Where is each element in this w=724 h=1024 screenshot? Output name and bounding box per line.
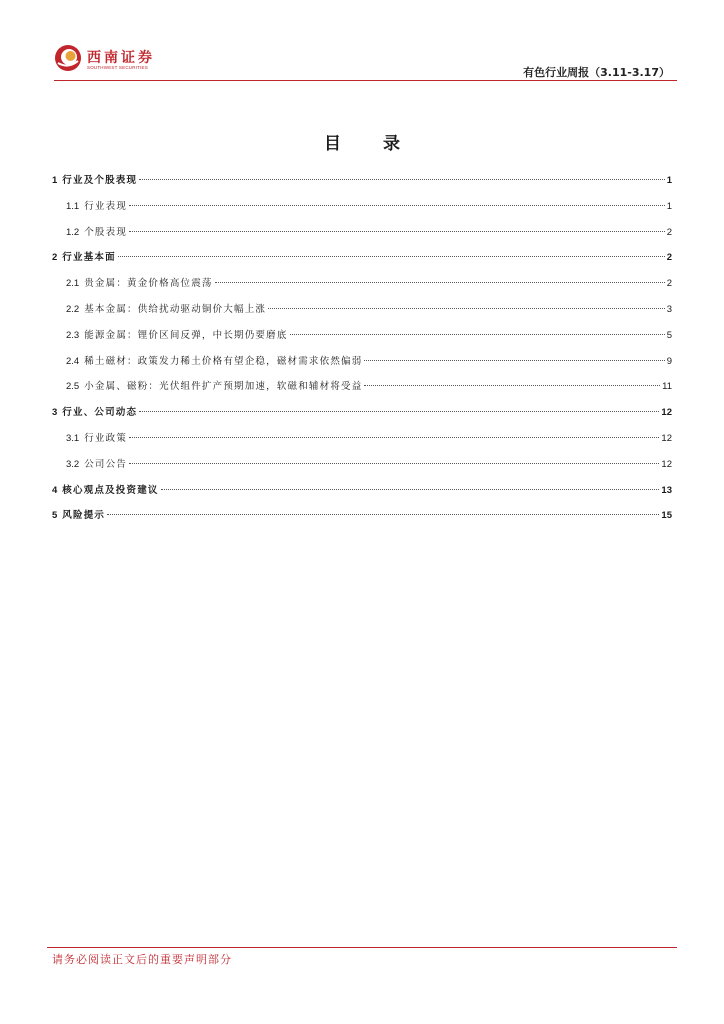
toc-leader-dots [129, 205, 665, 206]
toc-entry-page: 1 [666, 200, 672, 212]
toc-entry[interactable] [52, 503, 672, 529]
toc-entry-page: 1 [666, 175, 672, 186]
toc-entry-page: 15 [661, 510, 672, 522]
toc-entry[interactable] [52, 400, 672, 426]
toc-entry-page: 13 [661, 484, 672, 496]
toc-entry[interactable] [52, 168, 672, 194]
toc-entry-page: 11 [662, 381, 672, 393]
toc-entry-page: 3 [666, 303, 672, 315]
toc-entry-number: 1.2 [66, 226, 80, 238]
toc-entry-title: 小金属、磁粉：光伏组件扩产预期加速，软磁和辅材将受益 [84, 381, 363, 393]
toc-entry-title: 基本金属：供给扰动驱动铜价大幅上涨 [84, 303, 267, 315]
report-header-title: 有色行业周报（3.11-3.17） [523, 66, 670, 79]
company-logo [54, 44, 164, 76]
toc-leader-dots [268, 308, 665, 309]
toc-entry[interactable] [52, 323, 672, 349]
toc-entry-title: 行业、公司动态 [62, 407, 138, 419]
toc-entry-page: 12 [661, 407, 672, 419]
toc-entry-title: 稀土磁材：政策发力稀土价格有望企稳，磁材需求依然偏弱 [84, 355, 363, 367]
toc-entry-title: 贵金属：黄金价格高位震荡 [84, 278, 213, 290]
footer-divider [47, 947, 677, 948]
toc-entry[interactable] [52, 426, 672, 452]
toc-entry-page: 2 [666, 226, 672, 238]
logo-name-cn: 西南证券 [87, 50, 155, 66]
toc-entry-page: 5 [666, 329, 672, 341]
toc-entry-title: 核心观点及投资建议 [62, 484, 159, 496]
toc-entry-number: 2.3 [66, 329, 80, 341]
toc-entry-number: 2.2 [66, 303, 80, 315]
toc-leader-dots [139, 179, 665, 180]
toc-entry-number: 3 [52, 407, 58, 419]
toc-entry[interactable] [52, 478, 672, 504]
toc-leader-dots [129, 231, 665, 232]
toc-leader-dots [364, 360, 664, 361]
toc-entry[interactable] [52, 194, 672, 220]
logo-name-en: SOUTHWEST SECURITIES [87, 65, 148, 70]
toc-entry-number: 2.5 [66, 381, 80, 393]
toc-entry-number: 1 [52, 175, 58, 186]
logo-emblem-icon [54, 44, 82, 72]
toc-leader-dots [139, 411, 659, 412]
toc-entry-page: 2 [666, 252, 672, 264]
toc-entry-number: 1.1 [66, 200, 80, 212]
toc-entry-number: 3.2 [66, 458, 80, 470]
toc-heading: 目 录 [324, 134, 418, 154]
header-divider [54, 80, 677, 81]
toc-entry-number: 5 [52, 510, 58, 522]
toc-entry[interactable] [52, 452, 672, 478]
toc-entry[interactable] [52, 349, 672, 375]
toc-leader-dots [129, 437, 659, 438]
toc-entry-title: 公司公告 [84, 458, 128, 470]
toc-entry-title: 行业基本面 [62, 252, 116, 264]
toc-leader-dots [161, 489, 660, 490]
toc-entry-number: 4 [52, 484, 58, 496]
toc-leader-dots [118, 256, 665, 257]
toc-entry-page: 12 [661, 458, 672, 470]
toc-entry-title: 行业及个股表现 [62, 175, 138, 186]
toc-entry[interactable] [52, 271, 672, 297]
toc-leader-dots [290, 334, 665, 335]
toc-leader-dots [107, 514, 659, 515]
toc-leader-dots [129, 463, 659, 464]
toc-entry-title: 行业表现 [84, 200, 128, 212]
table-of-contents [52, 168, 672, 529]
toc-entry-title: 能源金属：锂价区间反弹，中长期仍要磨底 [84, 329, 288, 341]
toc-entry-page: 12 [661, 432, 672, 444]
toc-entry[interactable] [52, 220, 672, 246]
toc-entry-page: 9 [666, 355, 672, 367]
toc-entry-page: 2 [666, 278, 672, 290]
toc-entry[interactable] [52, 374, 672, 400]
toc-entry-title: 行业政策 [84, 432, 128, 444]
footer-disclaimer: 请务必阅读正文后的重要声明部分 [52, 953, 232, 966]
toc-entry-number: 2.1 [66, 278, 80, 290]
toc-leader-dots [364, 385, 660, 386]
toc-entry[interactable] [52, 245, 672, 271]
toc-leader-dots [215, 282, 665, 283]
toc-entry[interactable] [52, 297, 672, 323]
toc-entry-title: 个股表现 [84, 226, 128, 238]
toc-entry-number: 2 [52, 252, 58, 264]
toc-entry-title: 风险提示 [62, 510, 106, 522]
toc-entry-number: 2.4 [66, 355, 80, 367]
toc-entry-number: 3.1 [66, 432, 80, 444]
